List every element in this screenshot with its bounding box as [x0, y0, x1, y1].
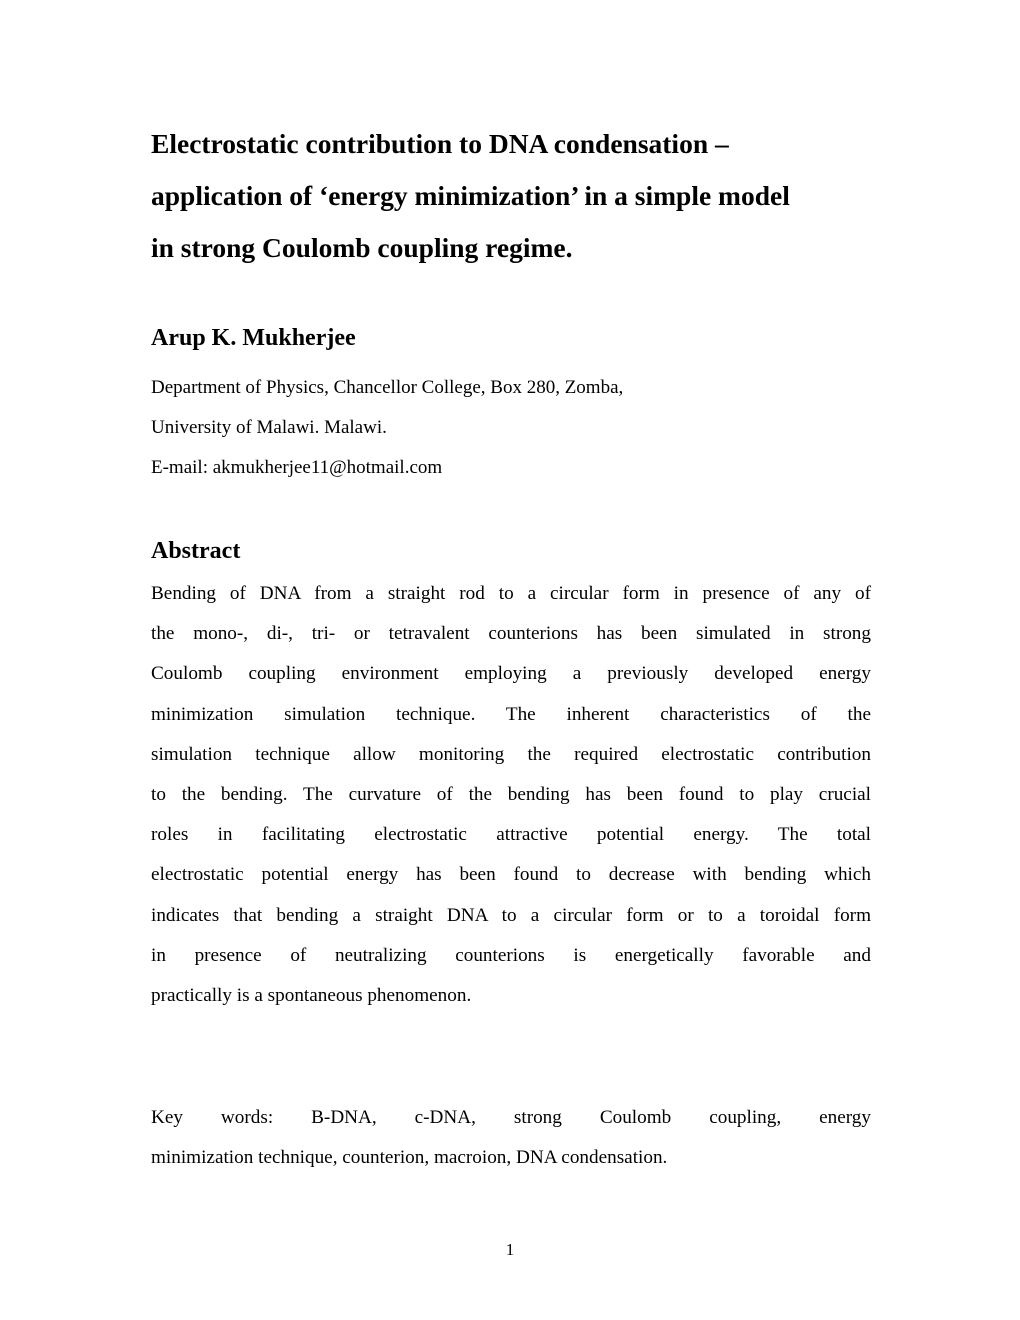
abstract-line: the mono-, di-, tri- or tetravalent counterions has been simulated in strong [151, 623, 871, 645]
abstract-line: in presence of neutralizing counterions is energetically favorable and [151, 944, 871, 966]
abstract-line: practically is a spontaneous phenomenon. [151, 985, 472, 1007]
keywords [151, 1098, 871, 1178]
abstract-line: simulation technique allow monitoring the required electrostatic contribution [151, 743, 871, 765]
keywords-line: minimization technique, counterion, macroion, DNA condensation. [151, 1147, 668, 1169]
abstract-line: roles in facilitating electrostatic attractive potential energy. The total [151, 824, 871, 846]
abstract-line: Bending of DNA from a straight rod to a circular form in presence of any of [151, 583, 871, 604]
author-affiliation [151, 368, 623, 488]
affiliation-department: Department of Physics, Chancellor College, Box 280, Zomba, [151, 377, 624, 398]
affiliation-university: University of Malawi. Malawi. [151, 417, 387, 438]
title-line: in strong Coulomb coupling regime. [151, 232, 573, 263]
abstract-line: indicates that bending a straight DNA to a circular form or to a toroidal form [151, 904, 871, 926]
title-line: application of ‘energy minimization’ in a simple model [151, 180, 790, 211]
abstract-body [151, 574, 871, 1016]
author-name: Arup K. Mukherjee [151, 325, 356, 351]
author-email: E-mail: akmukherjee11@hotmail.com [151, 457, 443, 478]
abstract-line: minimization simulation technique. The inherent characteristics of the [151, 703, 871, 725]
abstract-line: electrostatic potential energy has been found to decrease with bending which [151, 864, 871, 886]
abstract-line: to the bending. The curvature of the bending has been found to play crucial [151, 784, 871, 806]
abstract-line: Coulomb coupling environment employing a previously developed energy [151, 663, 871, 685]
title-line: Electrostatic contribution to DNA condensation – [151, 128, 729, 159]
keywords-line: Key words: B-DNA, c-DNA, strong Coulomb coupling, energy [151, 1107, 871, 1128]
page-number: 1 [505, 1240, 515, 1259]
abstract-heading: Abstract [151, 538, 241, 564]
paper-title [151, 118, 871, 274]
